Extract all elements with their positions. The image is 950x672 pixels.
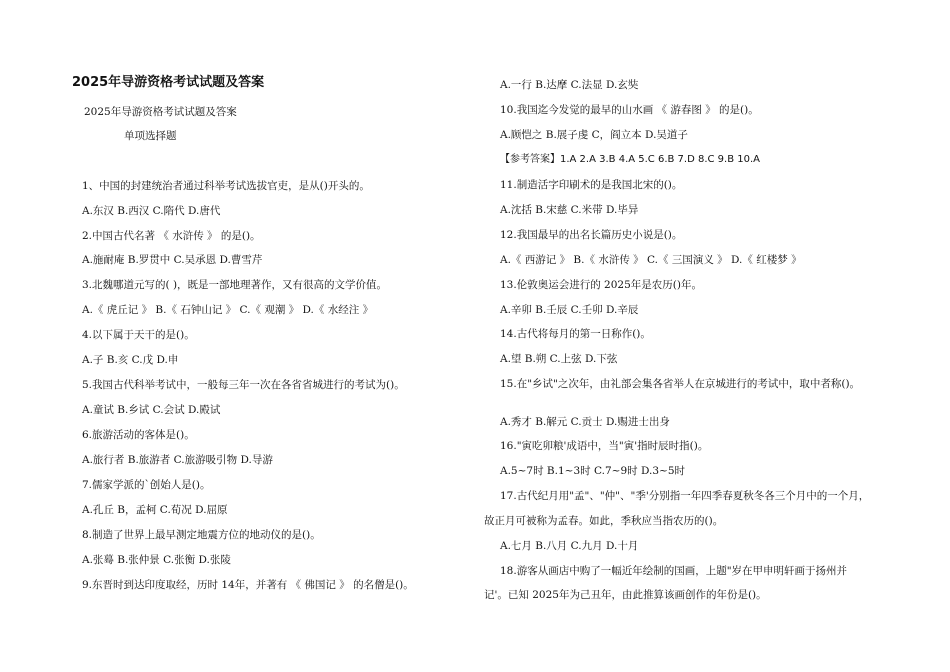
question-16: 16."寅吃卯粮'成语中，当"寅'指时辰时指()。 [500,440,709,452]
options-10: A.顾恺之 B.展子虔 C，阎立本 D.吴道子 [500,129,688,141]
options-3: A.《 虎丘记 》 B.《 石钟山记 》 C.《 观潮 》 D.《 水经注 》 [82,304,374,316]
options-1: A.东汉 B.西汉 C.隋代 D.唐代 [82,205,221,217]
options-15: A.秀才 B.解元 C.贡士 D.赐进士出身 [500,416,670,428]
options-4: A.子 B.亥 C.戊 D.申 [82,354,179,366]
options-17: A.七月 B.八月 C.九月 D.十月 [500,540,639,552]
options-9: A.一行 B.达摩 C.法显 D.玄奘 [500,79,639,91]
options-7: A.孔丘 B，孟柯 C.荀况 D.屈原 [82,504,228,516]
question-14: 14.古代将每月的第一日称作()。 [500,328,651,340]
question-13: 13.伦敦奥运会进行的 2025年是农历()年。 [500,279,702,291]
question-8: 8.制造了世界上最早测定地震方位的地动仪的是()。 [82,529,321,541]
question-3: 3.北魏哪道元写的( )，既是一部地理著作，又有很高的文学价值。 [82,279,388,291]
question-4: 4.以下属于天干的是()。 [82,329,195,341]
question-6: 6.旅游活动的客体是()。 [82,429,195,441]
question-12: 12.我国最早的出名长篇历史小说是()。 [500,229,683,241]
options-13: A.辛卯 B.壬辰 C.壬卯 D.辛辰 [500,304,639,316]
question-5: 5.我国古代科举考试中，一般每三年一次在各省省城进行的考试为()。 [82,379,405,391]
options-12: A.《 西游记 》 B.《 水浒传 》 C.《 三国演义 》 D.《 红楼梦 》 [500,254,802,266]
options-6: A.旅行者 B.旅游者 C.旅游吸引物 D.导游 [82,454,273,466]
question-2: 2.中国古代名著 《 水浒传 》 的是()。 [82,230,261,242]
question-7: 7.儒家学派的`创始人是()。 [82,479,211,491]
answer-key: 【参考答案】1.A 2.A 3.B 4.A 5.C 6.B 7.D 8.C 9.B 10.A [500,154,760,165]
question-1: 1、中国的封建统治者通过科举考试选拔官吏，是从()开头的。 [82,180,370,192]
question-18-line-2: 记'。已知 2025年为己丑年，由此推算该画创作的年份是()。 [484,589,767,601]
question-17-line-1: 17.古代纪月用"孟"、"仲"、"季'分别指一年四季春夏秋冬各三个月中的一个月， [500,490,870,502]
question-11: 11.制造活字印刷术的是我国北宋的()。 [500,179,683,191]
document-title: 2025年导游资格考试试题及答案 [72,75,265,90]
options-5: A.童试 B.乡试 C.会试 D.殿试 [82,404,221,416]
options-11: A.沈括 B.宋慈 C.米带 D.毕异 [500,204,639,216]
document-subtitle: 2025年导游资格考试试题及答案 [84,106,237,118]
options-16: A.5~7时 B.1~3时 C.7~9时 D.3~5时 [500,465,686,477]
question-18-line-1: 18.游客从画店中购了一幅近年绘制的国画，上题"岁在甲申明轩画于扬州并 [500,565,848,577]
options-14: A.望 B.朔 C.上弦 D.下弦 [500,353,618,365]
section-heading: 单项选择题 [124,130,177,142]
question-9: 9.东晋时到达印度取经，历时 14年，并著有 《 佛国记 》 的名僧是()。 [82,579,414,591]
question-10: 10.我国迄今发觉的最早的山水画 《 游春图 》 的是()。 [500,104,759,116]
question-17-line-2: 故正月可被称为孟春。如此，季秋应当指农历的()。 [484,515,724,527]
question-15: 15.在"乡试"之次年，由礼部会集各省举人在京城进行的考试中，取中者称()。 [500,378,861,390]
options-8: A.张蓦 B.张仲景 C.张衡 D.张陵 [82,554,231,566]
options-2: A.施耐庵 B.罗贯中 C.吴承恩 D.曹雪芹 [82,254,263,266]
